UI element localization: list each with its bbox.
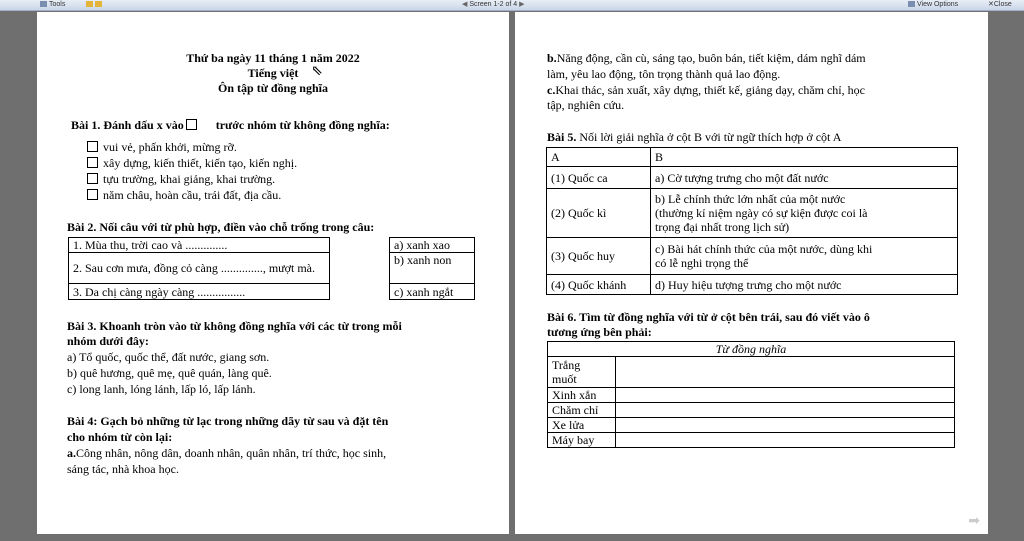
table-header-row bbox=[547, 148, 958, 167]
ex5-title bbox=[547, 130, 841, 145]
tools-icon bbox=[40, 1, 47, 7]
view-options-label: View Options bbox=[917, 1, 959, 8]
ex4-a-label: a. bbox=[67, 446, 76, 460]
comment-icon bbox=[95, 1, 102, 7]
table-cell: (2) Quốc kì bbox=[547, 189, 651, 238]
table-row bbox=[390, 238, 475, 253]
cell-line: (thường kỉ niệm ngày có sự kiện được coi là bbox=[655, 206, 868, 220]
answer-cell[interactable] bbox=[616, 433, 955, 448]
table-row bbox=[390, 284, 475, 300]
lesson-title: Ôn tập từ đồng nghĩa bbox=[218, 81, 328, 95]
ex1-item-text: năm châu, hoàn cầu, trái đất, địa cầu. bbox=[103, 188, 282, 202]
ex4-title-line2: cho nhóm từ còn lại: bbox=[67, 430, 173, 444]
ex4-a-line1 bbox=[67, 446, 386, 461]
table-row bbox=[548, 357, 955, 388]
ex6-title-line1: Bài 6. Tìm từ đồng nghĩa với từ ở cột bên trái, sau đó viết vào ô bbox=[547, 310, 870, 324]
answer-cell[interactable] bbox=[616, 357, 955, 388]
table-cell: a) xanh xao bbox=[390, 238, 475, 253]
ex6-table bbox=[547, 341, 955, 448]
table-cell: a) Cờ tượng trưng cho một đất nước bbox=[651, 167, 958, 189]
checkbox-icon bbox=[186, 119, 197, 130]
table-cell: 2. Sau cơn mưa, đồng cỏ càng .............., mượt mà. bbox=[69, 253, 330, 284]
table-row bbox=[548, 388, 955, 403]
table-row bbox=[548, 433, 955, 448]
table-cell: Xe lửa bbox=[548, 418, 616, 433]
next-screen-icon[interactable]: ▶ bbox=[517, 1, 525, 8]
cell-line: có lễ nghi trọng thể bbox=[655, 256, 749, 270]
table-row bbox=[547, 189, 958, 238]
close-button[interactable] bbox=[988, 0, 1012, 9]
ex3-item: c) long lanh, lóng lánh, lấp ló, lấp lánh. bbox=[67, 382, 256, 396]
table-cell: (3) Quốc huy bbox=[547, 238, 651, 275]
screen-indicator: Screen 1-2 of 4 bbox=[469, 1, 518, 8]
highlight-icon bbox=[86, 1, 93, 7]
prev-screen-icon[interactable]: ◀ bbox=[462, 1, 470, 8]
ex4-c-line2: tập, nghiên cứu. bbox=[547, 98, 625, 112]
checkbox[interactable] bbox=[87, 141, 98, 152]
cell-line: Trắng bbox=[552, 358, 581, 372]
cell-line: c) Bài hát chính thức của một nước, dùng khi bbox=[655, 242, 873, 256]
ex1-title-b: trước nhóm từ không đồng nghĩa: bbox=[215, 118, 390, 132]
ex5-title-rest: Nối lời giải nghĩa ở cột B với từ ngữ thích hợp ở cột A bbox=[579, 130, 842, 144]
close-label: Close bbox=[993, 1, 1012, 8]
ex4-b-text: Năng động, cần cù, sáng tạo, buôn bán, tiết kiệm, dám nghĩ dám bbox=[556, 51, 866, 65]
table-row bbox=[390, 253, 475, 284]
table-cell bbox=[651, 238, 958, 275]
date-heading: Thứ ba ngày 11 tháng 1 năm 2022 bbox=[186, 51, 360, 65]
answer-cell[interactable] bbox=[616, 403, 955, 418]
close-icon: ✕ bbox=[988, 1, 994, 8]
table-cell: 3. Da chị càng ngày càng ................ bbox=[69, 284, 330, 300]
ex5-title-bold: Bài 5. bbox=[547, 130, 577, 144]
answer-cell[interactable] bbox=[616, 388, 955, 403]
ex2-right-table bbox=[389, 237, 475, 300]
ex4-a-line2: sáng tác, nhà khoa học. bbox=[67, 462, 179, 476]
table-row bbox=[547, 275, 958, 295]
next-page-arrow-icon[interactable]: ➡ bbox=[968, 513, 980, 529]
highlight-button[interactable] bbox=[86, 0, 104, 9]
ex3-title-line1: Bài 3. Khoanh tròn vào từ không đồng nghĩa với các từ trong mỗi bbox=[67, 319, 402, 333]
ex4-c-line1 bbox=[547, 83, 865, 98]
table-cell: c) xanh ngắt bbox=[390, 284, 475, 300]
checkbox[interactable] bbox=[87, 173, 98, 184]
table-header-row bbox=[548, 342, 955, 357]
cell-line: b) Lễ chính thức lớn nhất của một nước bbox=[655, 192, 846, 206]
mouse-cursor-icon: ⇖ bbox=[311, 64, 323, 79]
table-cell: Xinh xắn bbox=[548, 388, 616, 403]
ex4-a-text: Công nhân, nông dân, doanh nhân, quân nhân, trí thức, học sinh, bbox=[76, 446, 387, 460]
ex3-item: b) quê hương, quê mẹ, quê quán, làng quê. bbox=[67, 366, 272, 380]
table-cell bbox=[548, 357, 616, 388]
column-b-header: B bbox=[651, 148, 958, 167]
synonym-header: Từ đồng nghĩa bbox=[548, 342, 955, 357]
table-row bbox=[547, 167, 958, 189]
ex5-table bbox=[546, 147, 958, 295]
ex4-c-text: Khai thác, sản xuất, xây dựng, thiết kế, giảng dạy, chăm chỉ, học bbox=[555, 83, 865, 97]
ex2-left-table bbox=[68, 237, 330, 300]
table-row bbox=[69, 238, 330, 253]
cell-line: trọng đại nhất trong lịch sử) bbox=[655, 220, 790, 234]
ex4-b-line1 bbox=[547, 51, 866, 66]
table-cell: 1. Mùa thu, trời cao và .............. bbox=[69, 238, 330, 253]
ex4-c-label: c. bbox=[547, 83, 556, 97]
ex1-title bbox=[71, 118, 390, 133]
ex4-title-line1: Bài 4: Gạch bỏ những từ lạc trong những dãy từ sau và đặt tên bbox=[67, 414, 389, 428]
ex3-item: a) Tổ quốc, quốc thể, đất nước, giang sơn. bbox=[67, 350, 270, 364]
ex1-item-text: vui vẻ, phấn khởi, mừng rỡ. bbox=[103, 140, 237, 154]
tools-label: Tools bbox=[49, 1, 66, 8]
answer-cell[interactable] bbox=[616, 418, 955, 433]
screen-navigator[interactable] bbox=[462, 0, 525, 9]
ex1-item-text: tựu trường, khai giảng, khai trường. bbox=[103, 172, 276, 186]
ex3-title-line2: nhóm dưới đây: bbox=[67, 334, 149, 348]
ex6-title-line2: tương ứng bên phải: bbox=[547, 325, 652, 339]
view-options-icon bbox=[908, 1, 915, 7]
ex2-title: Bài 2. Nối câu với từ phù hợp, điền vào chỗ trống trong câu: bbox=[67, 220, 375, 234]
ex1-item bbox=[85, 172, 275, 187]
ex1-item-text: xây dựng, kiến thiết, kiến tạo, kiến nghị. bbox=[103, 156, 298, 170]
ex1-title-a: Bài 1. Đánh dấu x vào bbox=[71, 118, 184, 132]
page-right bbox=[515, 12, 988, 534]
table-row bbox=[548, 403, 955, 418]
cell-line: muốt bbox=[552, 372, 577, 386]
table-cell: Chăm chỉ bbox=[548, 403, 616, 418]
reading-toolbar bbox=[0, 0, 1024, 11]
table-cell: d) Huy hiệu tượng trưng cho một nước bbox=[651, 275, 958, 295]
ex4-b-label: b. bbox=[547, 51, 557, 65]
table-cell: Máy bay bbox=[548, 433, 616, 448]
table-cell bbox=[651, 189, 958, 238]
column-a-header: A bbox=[547, 148, 651, 167]
view-options-button[interactable] bbox=[908, 0, 958, 9]
table-row bbox=[69, 253, 330, 284]
ex1-item bbox=[85, 140, 237, 155]
ex1-item bbox=[85, 156, 297, 171]
table-row bbox=[69, 284, 330, 300]
table-row bbox=[547, 238, 958, 275]
subject-heading: Tiếng việt bbox=[247, 66, 299, 80]
table-cell: (4) Quốc khánh bbox=[547, 275, 651, 295]
table-row bbox=[548, 418, 955, 433]
table-cell: b) xanh non bbox=[390, 253, 475, 284]
checkbox[interactable] bbox=[87, 157, 98, 168]
ex4-b-line2: làm, yêu lao động, tôn trọng thành quả lao động. bbox=[547, 67, 781, 81]
checkbox[interactable] bbox=[87, 189, 98, 200]
ex1-item bbox=[85, 188, 281, 203]
table-cell: (1) Quốc ca bbox=[547, 167, 651, 189]
tools-menu[interactable] bbox=[40, 0, 65, 9]
page-left bbox=[37, 12, 509, 534]
